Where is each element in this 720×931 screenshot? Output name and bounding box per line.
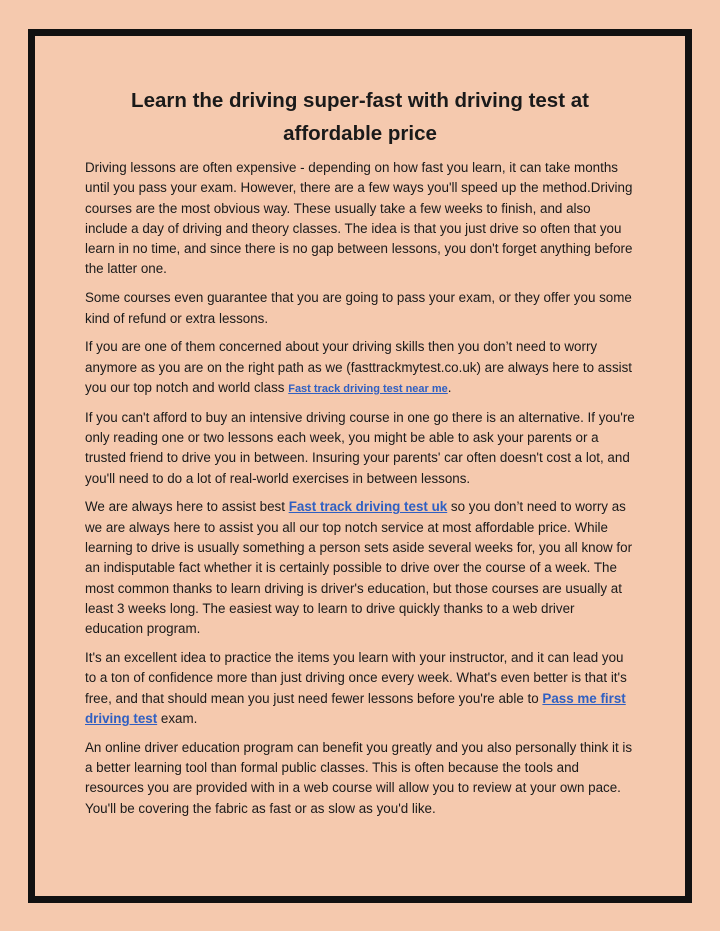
paragraph-5-text: so you don’t need to worry as we are always here to assist you all our top notch service at most affordable price. While learning to drive is usually something a person sets aside several weeks for, you all know for an indisputable fact whether it is certainly possible to drive over the course of a week. The most common thanks to learn driving is driver's education, but those courses are usually at least 3 weeks long. The easiest way to learn to drive quickly thanks to a web driver education program. bbox=[85, 499, 633, 637]
document-body bbox=[85, 158, 635, 827]
paragraph-5-start: We are always here to assist best bbox=[85, 499, 289, 515]
paragraph-3 bbox=[85, 337, 635, 399]
paragraph-7: An online driver education program can benefit you greatly and you also personally think it is a better learning tool than formal public classes. This is often because the tools and resources you are provided with in a web course will allow you to review at your own pace. You'll be covering the fabric as fast or as slow as you'd like. bbox=[85, 739, 633, 816]
fast-track-near-me-link[interactable]: Fast track driving test near me bbox=[288, 382, 448, 395]
fast-track-uk-link[interactable]: Fast track driving test uk bbox=[288, 499, 448, 515]
paragraph-4: If you can't afford to buy an intensive driving course in one go there is an alternative. If you're only reading one or two lessons each week, you might be able to ask your parents or a trusted friend to drive you in between. Insuring your parents' car often doesn't cost a lot, and you'll need to do a lot of real-world exercises in between lessons. bbox=[85, 409, 635, 486]
paragraph-6 bbox=[85, 648, 635, 729]
document-title: Learn the driving super-fast with driving test at affordable price bbox=[131, 89, 589, 145]
paragraph-3-end: . bbox=[447, 379, 452, 395]
paragraph-3-text: If you are one of them concerned about your driving skills then you don’t need to worry anymore as you are on the right path as we (fasttrackmytest.co.uk) are always here to assist you our top notch and world class bbox=[85, 339, 633, 395]
paragraph-6-end: exam. bbox=[157, 710, 198, 726]
paragraph-5 bbox=[85, 497, 635, 639]
paragraph-1: Driving lessons are often expensive - depending on how fast you learn, it can take months until you pass your exam. However, there are a few ways you'll speed up the method.Driving courses are the most obvious way. These usually take a few weeks to finish, and also include a day of driving and theory classes. The idea is that you just drive so often that you learn in no time, and since there is no gap between lessons, you don't forget anything before the latter one. bbox=[85, 160, 633, 277]
pass-me-first-link[interactable]: Pass me first driving test bbox=[85, 690, 626, 726]
paragraph-6-text: It's an excellent idea to practice the items you learn with your instructor, and it can lead you to a ton of confidence more than just driving once every week. What's even better is that it's free, and that should mean you just need fewer lessons before you're able to bbox=[85, 650, 627, 706]
paragraph-2: Some courses even guarantee that you are going to pass your exam, or they offer you some kind of refund or extra lessons. bbox=[85, 290, 632, 326]
